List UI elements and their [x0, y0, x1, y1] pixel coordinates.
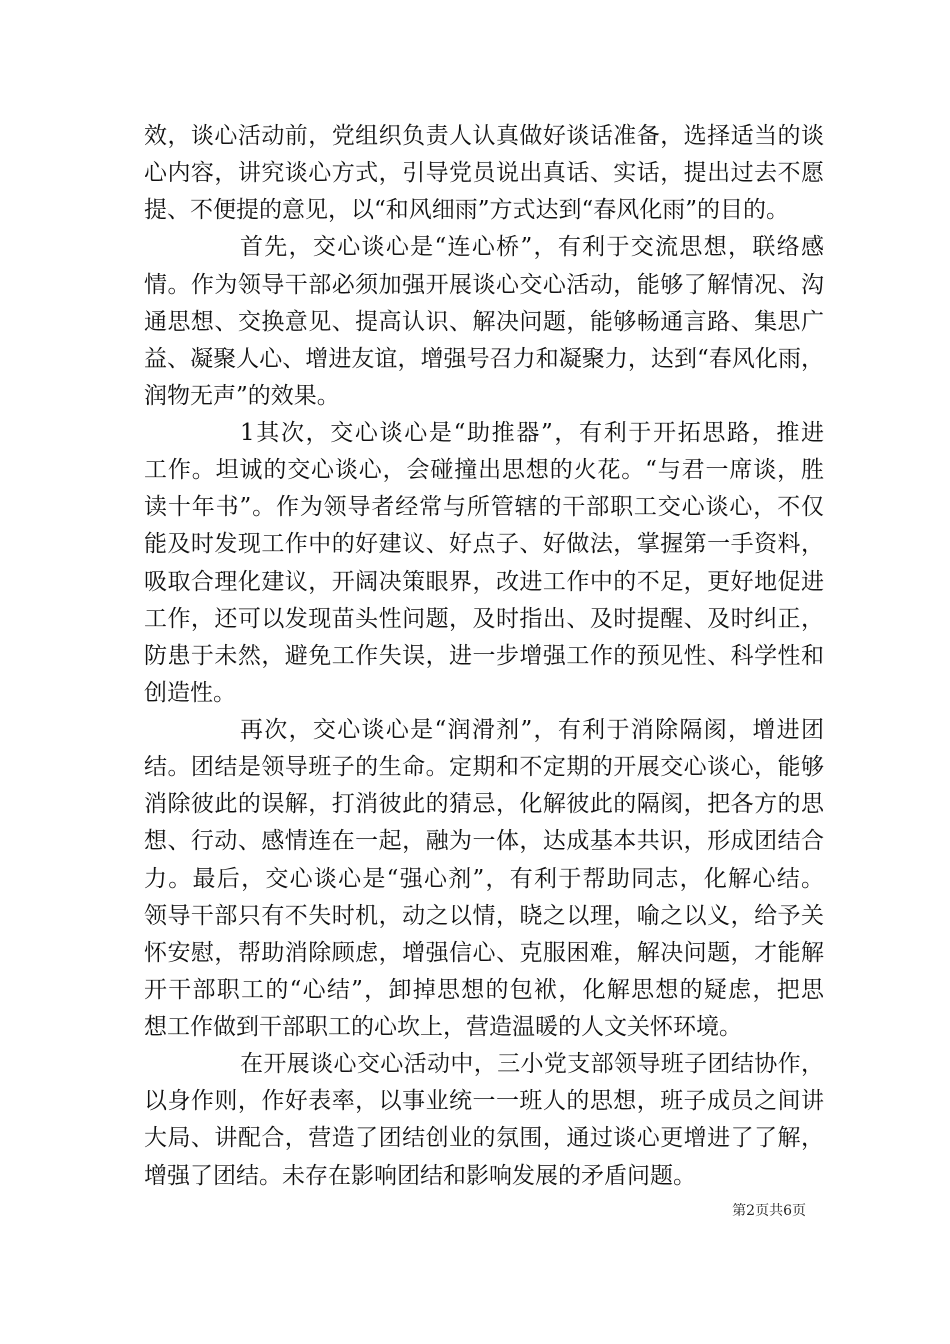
text-line: 1其次，交心谈心是“助推器”，有利于开拓思路，推进: [240, 420, 824, 446]
text-line: 通思想、交换意见、提高认识、解决问题，能够畅通言路、集思广: [144, 308, 824, 335]
text-line: 在开展谈心交心活动中，三小党支部领导班子团结协作，: [240, 1051, 824, 1078]
text-line: 工作。坦诚的交心谈心，会碰撞出思想的火花。“与君一席谈，胜: [144, 457, 824, 484]
text-line: 力。最后，交心谈心是“强心剂”，有利于帮助同志，化解心结。: [144, 865, 824, 892]
text-line: 读十年书”。作为领导者经常与所管辖的干部职工交心谈心，不仅: [144, 494, 824, 521]
paragraph: [144, 1046, 824, 1195]
text-line: 润物无声”的效果。: [144, 382, 340, 409]
text-line: 开干部职工的“心结”，卸掉思想的包袱，化解思想的疑虑，把思: [144, 976, 824, 1003]
text-line: 以身作则，作好表率，以事业统一一班人的思想，班子成员之间讲: [144, 1088, 824, 1115]
text-line: 防患于未然，避免工作失误，进一步增强工作的预见性、科学性和: [144, 642, 824, 669]
text-line: 增强了团结。未存在影响团结和影响发展的矛盾问题。: [144, 1162, 696, 1189]
text-line: 想、行动、感情连在一起，融为一体，达成基本共识，形成团结合: [144, 828, 824, 855]
paragraph: [144, 229, 824, 415]
paragraph: [144, 712, 824, 1046]
text-line: 心内容，讲究谈心方式，引导党员说出真话、实话，提出过去不愿: [144, 160, 824, 187]
text-line: 创造性。: [144, 679, 236, 706]
text-line: 益、凝聚人心、增进友谊，增强号召力和凝聚力，达到“春风化雨，: [144, 345, 824, 372]
text-line: 工作，还可以发现苗头性问题，及时指出、及时提醒、及时纠正，: [144, 605, 824, 632]
text-line: 首先，交心谈心是“连心桥”，有利于交流思想，联络感: [240, 234, 824, 261]
text-line: 结。团结是领导班子的生命。定期和不定期的开展交心谈心，能够: [144, 754, 824, 781]
text-line: 吸取合理化建议，开阔决策眼界，改进工作中的不足，更好地促进: [144, 568, 824, 595]
text-line: 再次，交心谈心是“润滑剂”，有利于消除隔阂，增进团: [240, 717, 824, 743]
page-number: 第2页共6页: [732, 1203, 806, 1219]
text-line: 大局、讲配合，营造了团结创业的氛围，通过谈心更增进了了解，: [144, 1125, 824, 1152]
text-line: 领导干部只有不失时机，动之以情，晓之以理，喻之以义，给予关: [144, 902, 824, 929]
text-line: 消除彼此的误解，打消彼此的猜忌，化解彼此的隔阂，把各方的思: [144, 791, 824, 818]
text-line: 能及时发现工作中的好建议、好点子、好做法，掌握第一手资料，: [144, 531, 824, 558]
paragraph: [144, 118, 824, 229]
text-line: 怀安慰，帮助消除顾虑，增强信心、克服困难，解决问题，才能解: [144, 939, 824, 966]
paragraph: [144, 415, 824, 712]
document-body: [144, 118, 824, 1195]
text-line: 效，谈心活动前，党组织负责人认真做好谈话准备，选择适当的谈: [144, 123, 824, 149]
text-line: 情。作为领导干部必须加强开展谈心交心活动，能够了解情况、沟: [144, 271, 824, 298]
text-line: 想工作做到干部职工的心坎上，营造温暖的人文关怀环境。: [144, 1014, 742, 1040]
text-line: 提、不便提的意见，以“和风细雨”方式达到“春风化雨”的目的。: [144, 197, 790, 224]
